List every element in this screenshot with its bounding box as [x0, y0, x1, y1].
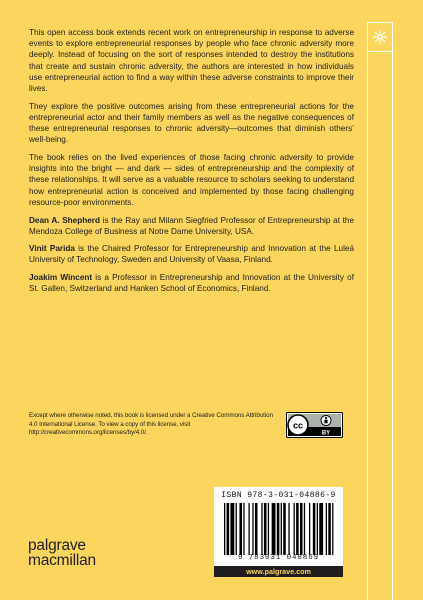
blurb: [29, 27, 354, 300]
barcode-digits: 9 783031 048869: [237, 554, 319, 562]
publisher-website[interactable]: www.palgrave.com: [214, 566, 343, 577]
barcode-bar: [224, 503, 225, 555]
publisher-logo: [28, 538, 96, 568]
barcode-bar: [264, 503, 267, 555]
barcode-bar: [239, 503, 242, 555]
blurb-paragraph-3: The book relies on the lived experiences of those facing chronic adversity to provide insights into the bright — and dark — sides of entrepreneurship and the complexity of these relationships. It will serve as a valuable resource to scholars seeking to understand how entrepreneurial action is conceived and implemented by those facing challenging resource-poor environments.: [29, 153, 354, 207]
isbn-label: ISBN 978-3-031-04886-9: [221, 491, 336, 500]
author-name: Joakim Wincent: [29, 272, 93, 282]
barcode-bar: [281, 503, 282, 555]
author-bio-3: [29, 272, 354, 294]
by-label: BY: [321, 430, 331, 437]
blurb-paragraph-1: This open access book extends recent work on entrepreneurship in response to adverse events to explore entrepreneurial responses by people who face chronic adversity more deeply. Instead of focusing on the sort of responses intended to destroy the institutions that create and sustain chronic adversity, the authors are interested in how individuals use entrepreneurial action to find a way within these adverse constraints to improve their lives.: [29, 28, 354, 94]
license-notice: Except where otherwise noted, this book is licensed under a Creative Commons Attribution 4.0 International License. To view a copy of this license, visit http://creativecommons.org/licenses/by/4.0/.: [29, 412, 273, 437]
barcode-icon: [224, 503, 336, 555]
author-description: is a Professor in Entrepreneurship and Innovation at the University of St. Gallen, Switzerland and Hanken School of Economics, Finland.: [29, 272, 354, 293]
barcode-bar: [317, 503, 318, 555]
barcode-bar: [236, 503, 237, 555]
author-description: is the Ray and Milann Siegfried Professor of Entrepreneurship at the Mendoza College of Business at Notre Dame University, USA.: [29, 215, 355, 236]
blurb-paragraph-2: They explore the positive outcomes arising from these entrepreneurial actions for the entrepreneurial actor and their family members as well as the negative consequences of these entrepreneurial responses to chronic adversity—outcomes that diminish others’ well-being.: [29, 101, 354, 145]
barcode-bar: [309, 503, 310, 555]
barcode-bar: [252, 503, 253, 555]
brand-line-1: palgrave: [28, 537, 86, 554]
cc-label: cc: [292, 420, 304, 431]
barcode-bar: [227, 503, 230, 555]
barcode-bar: [243, 503, 244, 555]
barcode-bar: [268, 503, 269, 555]
barcode-bar: [304, 503, 305, 555]
barcode-bar: [313, 503, 316, 555]
barcode-bar: [283, 503, 286, 555]
barcode-bar: [288, 503, 289, 555]
author-name: Vinit Parida: [29, 244, 75, 254]
barcode-bar: [255, 503, 258, 555]
barcode-bar: [261, 503, 262, 555]
publisher-star-icon: [367, 22, 393, 52]
author-bio-2: [29, 243, 354, 265]
barcode-bar: [296, 503, 299, 555]
barcode-bar: [300, 503, 303, 555]
isbn-barcode: [214, 487, 343, 566]
brand-line-2: macmillan: [28, 552, 96, 569]
barcode-bar: [272, 503, 276, 555]
author-bio-1: [29, 215, 354, 237]
barcode-bar: [326, 503, 327, 555]
barcode-bar: [248, 503, 249, 555]
author-description: is the Chaired Professor for Entrepreneurship and Innovation at the Luleá University of Technology, Sweden and University of Vaasa, Finland.: [29, 244, 354, 265]
barcode-bar: [332, 503, 333, 555]
barcode-bar: [319, 503, 323, 555]
spine-strip: [367, 52, 393, 600]
barcode-bar: [277, 503, 280, 555]
author-name: Dean A. Shepherd: [29, 215, 100, 225]
barcode-bar: [230, 503, 234, 555]
barcode-bar: [294, 503, 295, 555]
barcode-bar: [328, 503, 331, 555]
cc-by-icon: [286, 412, 343, 438]
